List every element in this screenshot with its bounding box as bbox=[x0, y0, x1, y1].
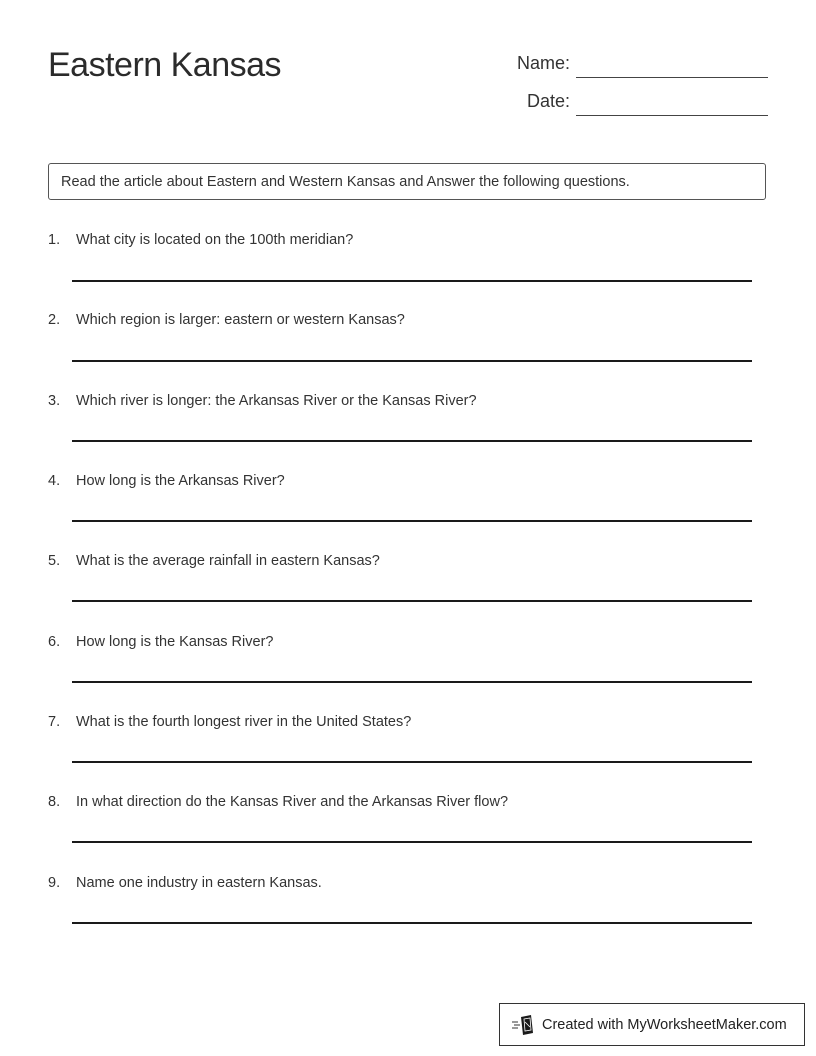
name-field[interactable] bbox=[480, 48, 768, 78]
question-number: 9. bbox=[48, 875, 61, 891]
name-label: Name: bbox=[516, 53, 570, 73]
date-field[interactable] bbox=[480, 86, 768, 116]
answer-line-9[interactable] bbox=[72, 922, 752, 924]
answer-line-1[interactable] bbox=[72, 280, 752, 282]
question-number: 8. bbox=[48, 794, 61, 810]
answer-line-4[interactable] bbox=[72, 520, 752, 522]
question-text: What is the fourth longest river in the United States? bbox=[76, 714, 412, 730]
answer-line-5[interactable] bbox=[72, 600, 752, 602]
question-text: Name one industry in eastern Kansas. bbox=[76, 875, 322, 891]
answer-line-8[interactable] bbox=[72, 841, 752, 843]
question-text: What city is located on the 100th meridian? bbox=[76, 232, 354, 248]
question-text: In what direction do the Kansas River and the Arkansas River flow? bbox=[76, 794, 509, 810]
answer-line-6[interactable] bbox=[72, 681, 752, 683]
question-number: 3. bbox=[48, 393, 61, 409]
question-text: How long is the Arkansas River? bbox=[76, 473, 285, 489]
question-text: How long is the Kansas River? bbox=[76, 634, 274, 650]
date-label: Date: bbox=[526, 91, 570, 111]
answer-line-2[interactable] bbox=[72, 360, 752, 362]
answer-line-3[interactable] bbox=[72, 440, 752, 442]
footer-text: Created with MyWorksheetMaker.com bbox=[542, 1016, 787, 1033]
created-with-badge[interactable] bbox=[499, 1003, 805, 1046]
worksheet-maker-logo-icon bbox=[512, 1014, 536, 1036]
question-number: 6. bbox=[48, 634, 61, 650]
page-title: Eastern Kansas bbox=[48, 46, 282, 84]
answer-line-7[interactable] bbox=[72, 761, 752, 763]
instructions-box: Read the article about Eastern and Western Kansas and Answer the following questions. bbox=[48, 163, 766, 200]
question-number: 1. bbox=[48, 232, 61, 248]
date-input-line[interactable] bbox=[576, 115, 768, 116]
question-number: 2. bbox=[48, 312, 61, 328]
question-text: Which river is longer: the Arkansas River or the Kansas River? bbox=[76, 393, 477, 409]
question-number: 4. bbox=[48, 473, 61, 489]
question-number: 7. bbox=[48, 714, 61, 730]
question-number: 5. bbox=[48, 553, 61, 569]
question-text: What is the average rainfall in eastern Kansas? bbox=[76, 553, 380, 569]
question-text: Which region is larger: eastern or western Kansas? bbox=[76, 312, 405, 328]
name-input-line[interactable] bbox=[576, 77, 768, 78]
